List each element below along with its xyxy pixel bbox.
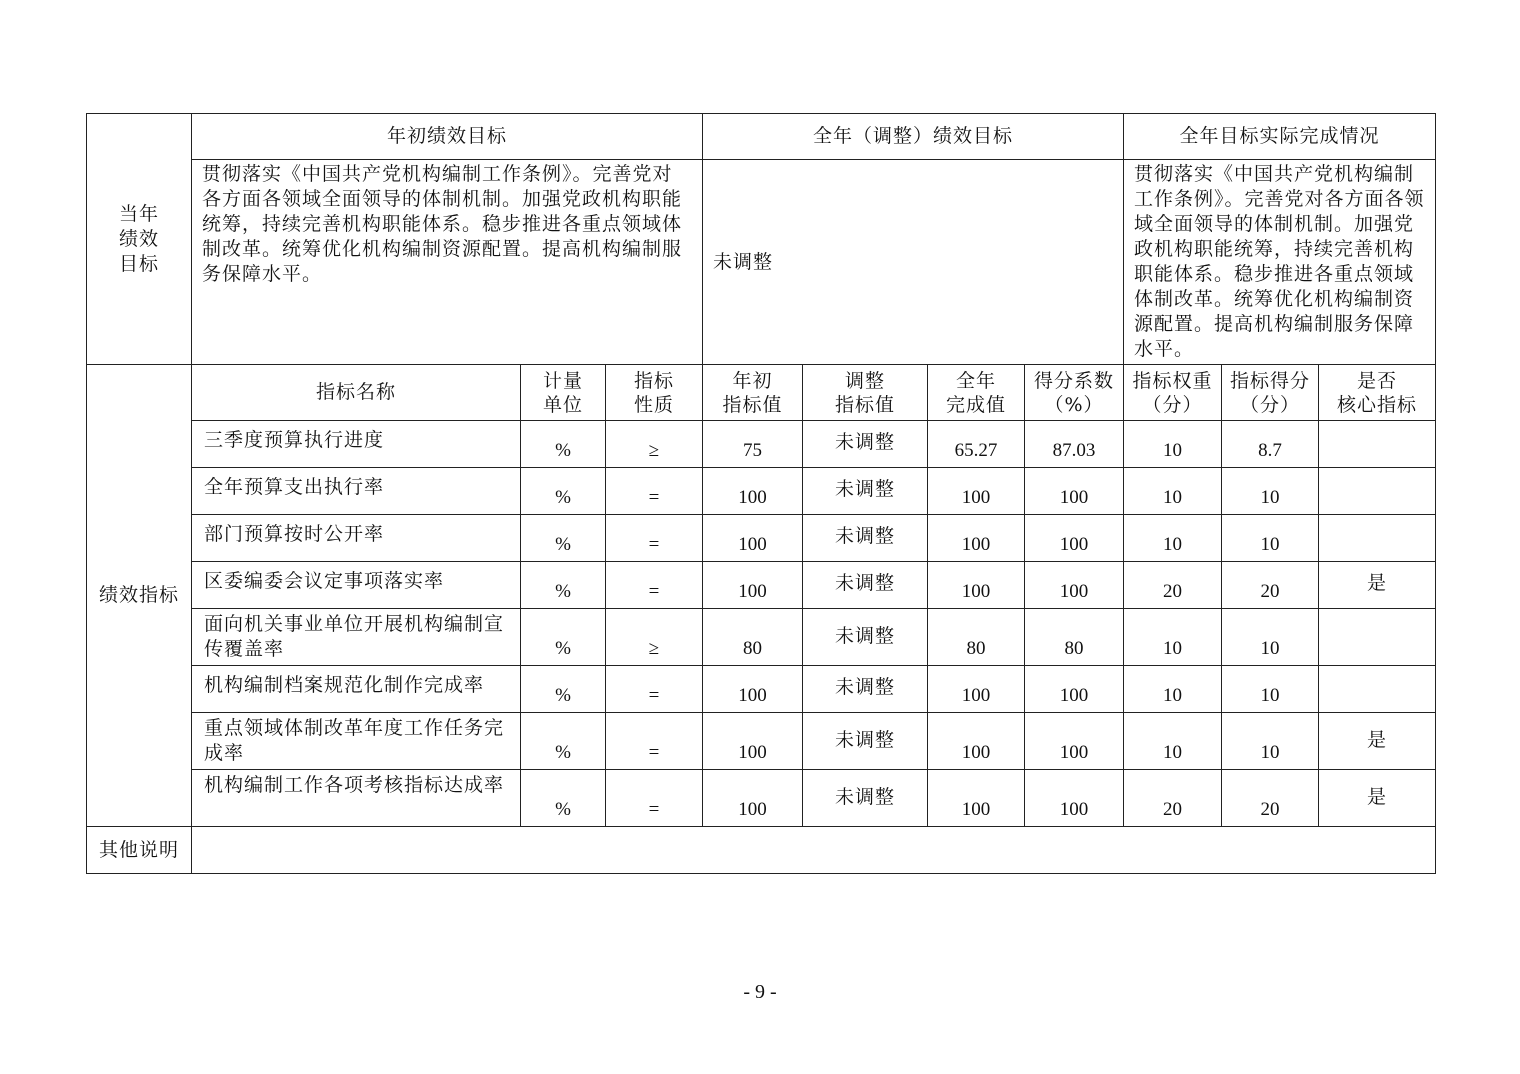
indicator-weight: 10 [1124,666,1222,713]
indicator-weight: 10 [1124,713,1222,770]
indicator-adjusted: 未调整 [803,770,928,827]
col-header-line: 单位 [542,393,583,416]
col-header-line: 计量 [542,369,583,392]
indicator-unit: % [521,770,606,827]
indicator-name: 重点领域体制改革年度工作任务完成率 [192,713,521,770]
initial-goal-text: 贯彻落实《中国共产党机构编制工作条例》。完善党对各方面各领域全面领导的体制机制。加强党政机构职能统筹，持续完善机构职能体系。稳步推进各重点领域体制改革。统筹优化机构编制资源配置。提高机构编制服务保障水平。 [192,160,703,365]
indicator-score: 8.7 [1222,421,1319,468]
indicator-nature: = [606,770,703,827]
indicator-initial: 80 [703,609,803,666]
col-header-line: 年初 [732,369,773,392]
indicator-completed: 80 [928,609,1025,666]
indicator-core: 是 [1319,713,1436,770]
indicator-weight: 10 [1124,609,1222,666]
indicator-nature: = [606,666,703,713]
col-header-line: 性质 [634,393,675,416]
col-header-line: 是否 [1357,369,1398,392]
indicator-coef: 100 [1025,562,1124,609]
table-row [87,770,1436,827]
col-header-name: 指标名称 [192,365,521,421]
table-row [87,562,1436,609]
indicator-adjusted: 未调整 [803,609,928,666]
indicator-weight: 20 [1124,770,1222,827]
indicator-adjusted: 未调整 [803,666,928,713]
col-header-unit [521,365,606,421]
indicator-score: 10 [1222,713,1319,770]
indicator-core: 是 [1319,562,1436,609]
indicator-initial: 100 [703,713,803,770]
indicator-weight: 10 [1124,468,1222,515]
indicator-initial: 100 [703,515,803,562]
indicator-adjusted: 未调整 [803,421,928,468]
adjusted-goal-header: 全年（调整）绩效目标 [703,114,1124,160]
col-header-line: 完成值 [946,393,1007,416]
indicator-coef: 80 [1025,609,1124,666]
col-header-line: 全年 [956,369,997,392]
indicator-initial: 100 [703,770,803,827]
indicator-completed: 100 [928,770,1025,827]
actual-goal-header: 全年目标实际完成情况 [1124,114,1436,160]
indicator-name: 面向机关事业单位开展机构编制宣传覆盖率 [192,609,521,666]
indicator-name: 机构编制档案规范化制作完成率 [192,666,521,713]
indicator-coef: 100 [1025,666,1124,713]
goals-content-row [87,160,1436,365]
indicator-core [1319,421,1436,468]
indicator-core [1319,609,1436,666]
goals-label-line: 绩效 [118,227,159,250]
indicator-nature: ≥ [606,421,703,468]
indicator-score: 20 [1222,562,1319,609]
indicator-core [1319,515,1436,562]
indicator-score: 20 [1222,770,1319,827]
col-header-completed [928,365,1025,421]
performance-table [86,113,1436,874]
col-header-line: 指标权重 [1132,369,1213,392]
other-notes-label: 其他说明 [87,827,192,874]
indicator-initial: 100 [703,468,803,515]
indicator-initial: 100 [703,666,803,713]
goals-section-label [87,114,192,365]
other-notes-text [192,827,1436,874]
table-row [87,609,1436,666]
indicator-completed: 100 [928,713,1025,770]
indicator-completed: 100 [928,666,1025,713]
indicator-adjusted: 未调整 [803,515,928,562]
indicator-weight: 10 [1124,421,1222,468]
indicators-section-label: 绩效指标 [87,365,192,827]
col-header-coef [1025,365,1124,421]
goals-label-line: 目标 [118,252,159,275]
goals-label-line: 当年 [118,202,159,225]
table-row [87,713,1436,770]
other-notes-row [87,827,1436,874]
col-header-core [1319,365,1436,421]
adjusted-goal-text: 未调整 [703,160,1124,365]
indicator-coef: 87.03 [1025,421,1124,468]
indicator-nature: ≥ [606,609,703,666]
indicator-score: 10 [1222,609,1319,666]
indicator-initial: 75 [703,421,803,468]
indicator-completed: 100 [928,468,1025,515]
indicator-score: 10 [1222,468,1319,515]
indicator-adjusted: 未调整 [803,468,928,515]
indicator-coef: 100 [1025,770,1124,827]
indicator-score: 10 [1222,666,1319,713]
indicator-coef: 100 [1025,515,1124,562]
col-header-score [1222,365,1319,421]
indicator-weight: 10 [1124,515,1222,562]
col-header-line: （分） [1142,393,1203,416]
col-header-nature [606,365,703,421]
indicator-completed: 100 [928,515,1025,562]
indicator-coef: 100 [1025,468,1124,515]
col-header-line: （分） [1240,393,1301,416]
indicator-unit: % [521,468,606,515]
indicator-unit: % [521,515,606,562]
indicator-adjusted: 未调整 [803,713,928,770]
col-header-line: （%） [1044,393,1104,416]
indicator-unit: % [521,666,606,713]
indicator-nature: = [606,515,703,562]
table-row [87,421,1436,468]
indicator-name: 全年预算支出执行率 [192,468,521,515]
col-header-weight [1124,365,1222,421]
col-header-line: 指标值 [835,393,896,416]
col-header-line: 指标 [634,369,675,392]
goals-header-row [87,114,1436,160]
indicator-weight: 20 [1124,562,1222,609]
indicator-completed: 100 [928,562,1025,609]
table-row [87,666,1436,713]
col-header-line: 指标值 [722,393,783,416]
table-row [87,515,1436,562]
indicator-name: 部门预算按时公开率 [192,515,521,562]
table-row [87,468,1436,515]
col-header-line: 核心指标 [1337,393,1418,416]
indicator-completed: 65.27 [928,421,1025,468]
initial-goal-header: 年初绩效目标 [192,114,703,160]
indicator-initial: 100 [703,562,803,609]
indicator-core [1319,666,1436,713]
actual-goal-text: 贯彻落实《中国共产党机构编制工作条例》。完善党对各方面各领域全面领导的体制机制。加强党政机构职能统筹，持续完善机构职能体系。稳步推进各重点领域体制改革。统筹优化机构编制资源配置。提高机构编制服务保障水平。 [1124,160,1436,365]
indicator-name: 三季度预算执行进度 [192,421,521,468]
col-header-adjusted [803,365,928,421]
indicator-core: 是 [1319,770,1436,827]
indicator-unit: % [521,609,606,666]
indicator-name: 机构编制工作各项考核指标达成率 [192,770,521,827]
col-header-initial [703,365,803,421]
indicator-name: 区委编委会议定事项落实率 [192,562,521,609]
indicator-nature: = [606,562,703,609]
indicator-nature: = [606,713,703,770]
indicator-core [1319,468,1436,515]
indicator-unit: % [521,562,606,609]
indicator-nature: = [606,468,703,515]
col-header-line: 得分系数 [1034,369,1115,392]
indicator-adjusted: 未调整 [803,562,928,609]
indicator-unit: % [521,421,606,468]
col-header-line: 调整 [845,369,886,392]
col-header-line: 指标得分 [1230,369,1311,392]
indicator-score: 10 [1222,515,1319,562]
indicators-header-row [87,365,1436,421]
page-number: - 9 - [743,981,777,1003]
indicator-unit: % [521,713,606,770]
indicator-coef: 100 [1025,713,1124,770]
